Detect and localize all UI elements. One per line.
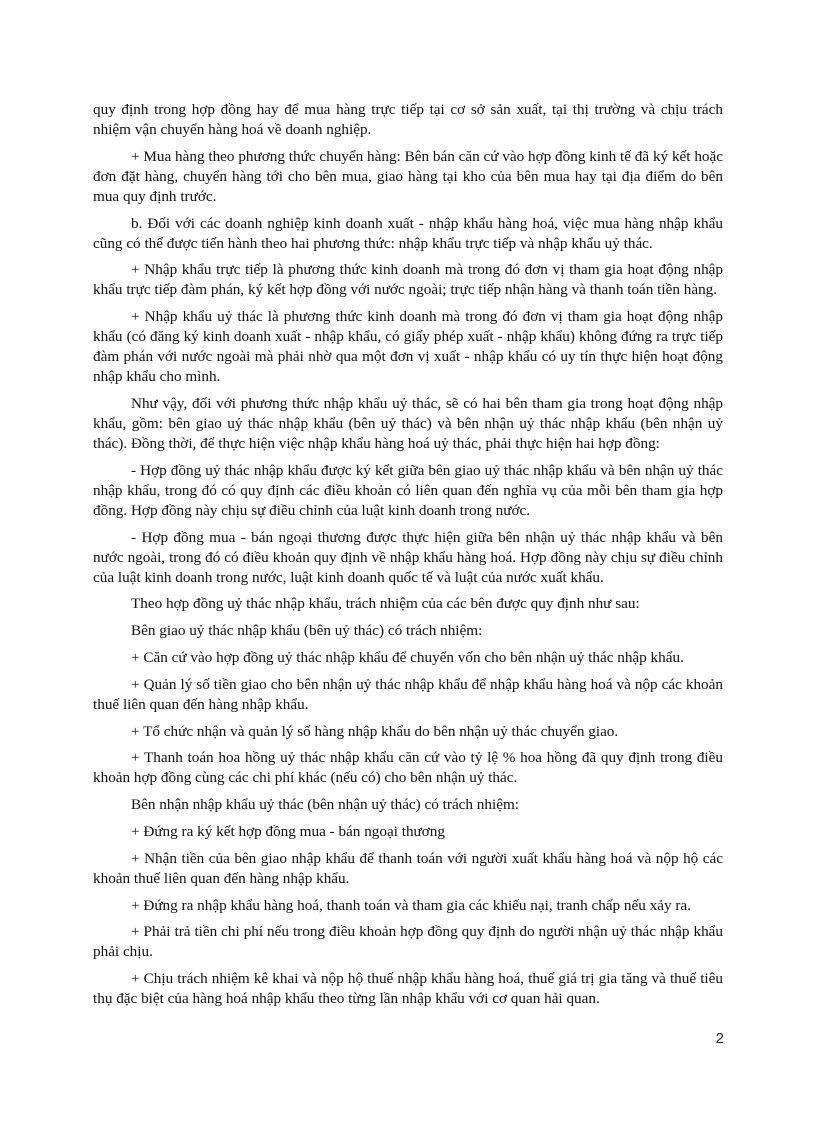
paragraph-entrusting-party: Bên giao uỷ thác nhập khẩu (bên uỷ thác) có trách nhiệm:	[131, 622, 483, 640]
paragraph-entrusting-duty-2: + Quản lý số tiền giao cho bên nhận uỷ thác nhập khẩu để nhập khẩu hàng hoá và nộp các khoản thuế liên quan đến hàng nhập khẩu.	[93, 675, 723, 713]
paragraph-direct-import: + Nhập khẩu trực tiếp là phương thức kinh doanh mà trong đó đơn vị tham gia hoạt động nhập khẩu trực tiếp đàm phán, ký kết hợp đồng với nước ngoài; trực tiếp nhận hàng và thanh toán tiền hàng.	[93, 261, 723, 299]
paragraph-continuation: quy định trong hợp đồng hay để mua hàng trực tiếp tại cơ sở sản xuất, tại thị trường và chịu trách nhiệm vận chuyển hàng hoá về doanh nghiệp.	[93, 101, 723, 138]
paragraph-entrusted-duty-1: + Đứng ra ký kết hợp đồng mua - bán ngoại thương	[131, 822, 445, 840]
paragraph-entrusted-duty-5: + Chịu trách nhiệm kê khai và nộp hộ thuế nhập khẩu hàng hoá, thuế giá trị gia tăng và thuế tiêu thụ đặc biệt của hàng hoá nhập khẩu theo từng lần nhập khẩu với cơ quan hải quan.	[93, 970, 723, 1008]
paragraph-buy-by-delivery: + Mua hàng theo phương thức chuyển hàng: Bên bán căn cứ vào hợp đồng kinh tế đã ký kết hoặc đơn đặt hàng, chuyển hàng tới cho bên mua, giao hàng tại kho của bên mua hay tại địa điểm do bên mua quy định trước.	[93, 147, 723, 205]
paragraph-entrusting-duty-1: + Căn cứ vào hợp đồng uỷ thác nhập khẩu để chuyển vốn cho bên nhận uỷ thác nhập khẩu.	[131, 648, 684, 666]
document-body	[93, 100, 723, 1016]
page-number: 2	[715, 1030, 724, 1047]
paragraph-entrusting-duty-4: + Thanh toán hoa hồng uỷ thác nhập khẩu căn cứ vào tỷ lệ % hoa hồng đã quy định trong điều khoản hợp đồng cùng các chi phí khác (nếu có) cho bên nhận uỷ thác.	[93, 749, 723, 787]
paragraph-entrusted-duty-2: + Nhận tiền của bên giao nhập khẩu để thanh toán với người xuất khẩu hàng hoá và nộp hộ các khoản thuế liên quan đến hàng nhập khẩu.	[93, 849, 723, 887]
paragraph-entrusted-import: + Nhập khẩu uỷ thác là phương thức kinh doanh mà trong đó đơn vị tham gia hoạt động nhập khẩu (có đăng ký kinh doanh xuất - nhập khẩu, có giấy phép xuất - nhập khẩu) không đứng ra trực tiếp đàm phán với nước ngoài mà phải nhờ qua một đơn vị xuất - nhập khẩu có uy tín thực hiện hoạt động nhập khẩu cho mình.	[93, 308, 723, 386]
paragraph-foreign-trade-contract: - Hợp đồng mua - bán ngoại thương được thực hiện giữa bên nhận uỷ thác nhập khẩu và bên nước ngoài, trong đó có điều khoản quy định về nhập khẩu hàng hoá. Hợp đồng này chịu sự điều chỉnh của luật kinh doanh trong nước, luật kinh doanh quốc tế và luật của nước xuất khẩu.	[93, 528, 723, 586]
paragraph-import-methods: b. Đối với các doanh nghiệp kinh doanh xuất - nhập khẩu hàng hoá, việc mua hàng nhập khẩu cũng có thể được tiến hành theo hai phương thức: nhập khẩu trực tiếp và nhập khẩu uỷ thác.	[93, 214, 723, 252]
paragraph-entrusting-duty-3: + Tổ chức nhận và quản lý số hàng nhập khẩu do bên nhận uỷ thác chuyển giao.	[131, 722, 619, 740]
paragraph-entrusted-party: Bên nhận nhập khẩu uỷ thác (bên nhận uỷ thác) có trách nhiệm:	[131, 796, 519, 814]
paragraph-two-parties: Như vậy, đối với phương thức nhập khẩu uỷ thác, sẽ có hai bên tham gia trong hoạt động nhập khẩu, gồm: bên giao uỷ thác nhập khẩu (bên uỷ thác) và bên nhận uỷ thác nhập khẩu (bên nhận uỷ thác). Đồng thời, để thực hiện việc nhập khẩu hàng hoá uỷ thác, phải thực hiện hai hợp đồng:	[93, 394, 723, 452]
paragraph-entrustment-contract: - Hợp đồng uỷ thác nhập khẩu được ký kết giữa bên giao uỷ thác nhập khẩu và bên nhận uỷ thác nhập khẩu, trong đó có quy định các điều khoản có liên quan đến nghĩa vụ của mỗi bên tham gia hợp đồng. Hợp đồng này chịu sự điều chỉnh của luật kinh doanh trong nước.	[93, 461, 723, 519]
paragraph-entrusted-duty-4: + Phải trả tiền chi phí nếu trong điều khoản hợp đồng quy định do người nhận uỷ thác nhập khẩu phải chịu.	[93, 923, 723, 961]
paragraph-responsibilities-intro: Theo hợp đồng uỷ thác nhập khẩu, trách nhiệm của các bên được quy định như sau:	[131, 595, 640, 613]
paragraph-entrusted-duty-3: + Đứng ra nhập khẩu hàng hoá, thanh toán và tham gia các khiếu nại, tranh chấp nếu xảy ra.	[131, 896, 691, 914]
